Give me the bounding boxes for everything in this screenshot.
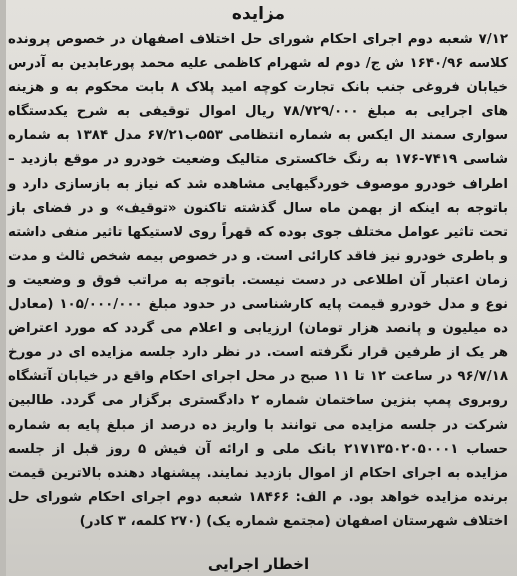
notice-title: مزایده xyxy=(231,4,286,24)
next-notice-heading: اخطار اجرایی xyxy=(207,555,310,573)
notice-paragraph: ۷/۱۲ شعبه دوم اجرای احکام شورای حل اختلاف اصفهان در خصوص پرونده کلاسه ۱۶۴۰/۹۶ ش ج/ دوم له شهرام کاظمی علیه محمد پورعابدین به آدرس خیابان فروغی جنب بانک تجارت کوچه امید پلاک ۸ بابت محکوم به و هزینه های اجرایی به مبلغ ۷۸/۷۲۹/۰۰۰ ریال اموال توقیفی به شرح یکدستگاه سواری سمند ال ایکس به شماره انتظامی ۵۵۳ب۶۷/۲۱ مدل ۱۳۸۴ به شماره شاسی ۷۴۱۹-۱۷۶ به رنگ خاکستری متالیک وضعیت خودرو در موقع بازدید – اطراف خودرو موصوف خوردگیهایی مشاهده شد که نیاز به بازسازی دارد و باتوجه به اینکه از بهمن ماه سال گذشته تاکنون «توقیف» و در فضای باز تحت تاثیر عوامل مختلف جوی بوده که قهراً روی لاستیکها تاثیر منفی داشته و باطری خودرو نیز فاقد کارائی است. و در خصوص بیمه شخص ثالث و مدت زمان اعتبار آن اطلاعی در دست نیست. باتوجه به مراتب فوق و وضعیت و نوع و مدل خودرو قیمت پایه کارشناسی در حدود مبلغ ۱۰۵/۰۰۰/۰۰۰ (معادل ده میلیون و پانصد هزار تومان) ارزیابی و اعلام می گردد که مورد اعتراض هر یک از طرفین قرار نگرفته است. در نظر دارد جلسه مزایده ای در مورخ ۹۶/۷/۱۸ در ساعت ۱۲ تا ۱۱ صبح در محل اجرای احکام واقع در خیابان آتشگاه روبروی پمپ بنزین ساختمان شماره ۲ دادگستری برگزار می گردد. طالبین شرکت در جلسه مزایده می توانند با واریز ده درصد از مبلغ پایه به شماره حساب ۲۱۷۱۳۵۰۲۰۵۰۰۰۱ بانک ملی و ارائه آن فیش ۵ روز قبل از جلسه مزایده به اجرای احکام از اموال بازدید نمایند. پیشنهاد دهنده بالاترین قیمت برنده مزایده خواهد بود. م الف: ۱۸۴۶۶ شعبه دوم اجرای احکام شورای حل اختلاف شهرستان اصفهان (مجتمع شماره یک) (۲۷۰ کلمه، ۳ کادر) xyxy=(8,32,509,529)
notice-body xyxy=(8,28,508,534)
page-edge-shadow xyxy=(0,0,6,576)
